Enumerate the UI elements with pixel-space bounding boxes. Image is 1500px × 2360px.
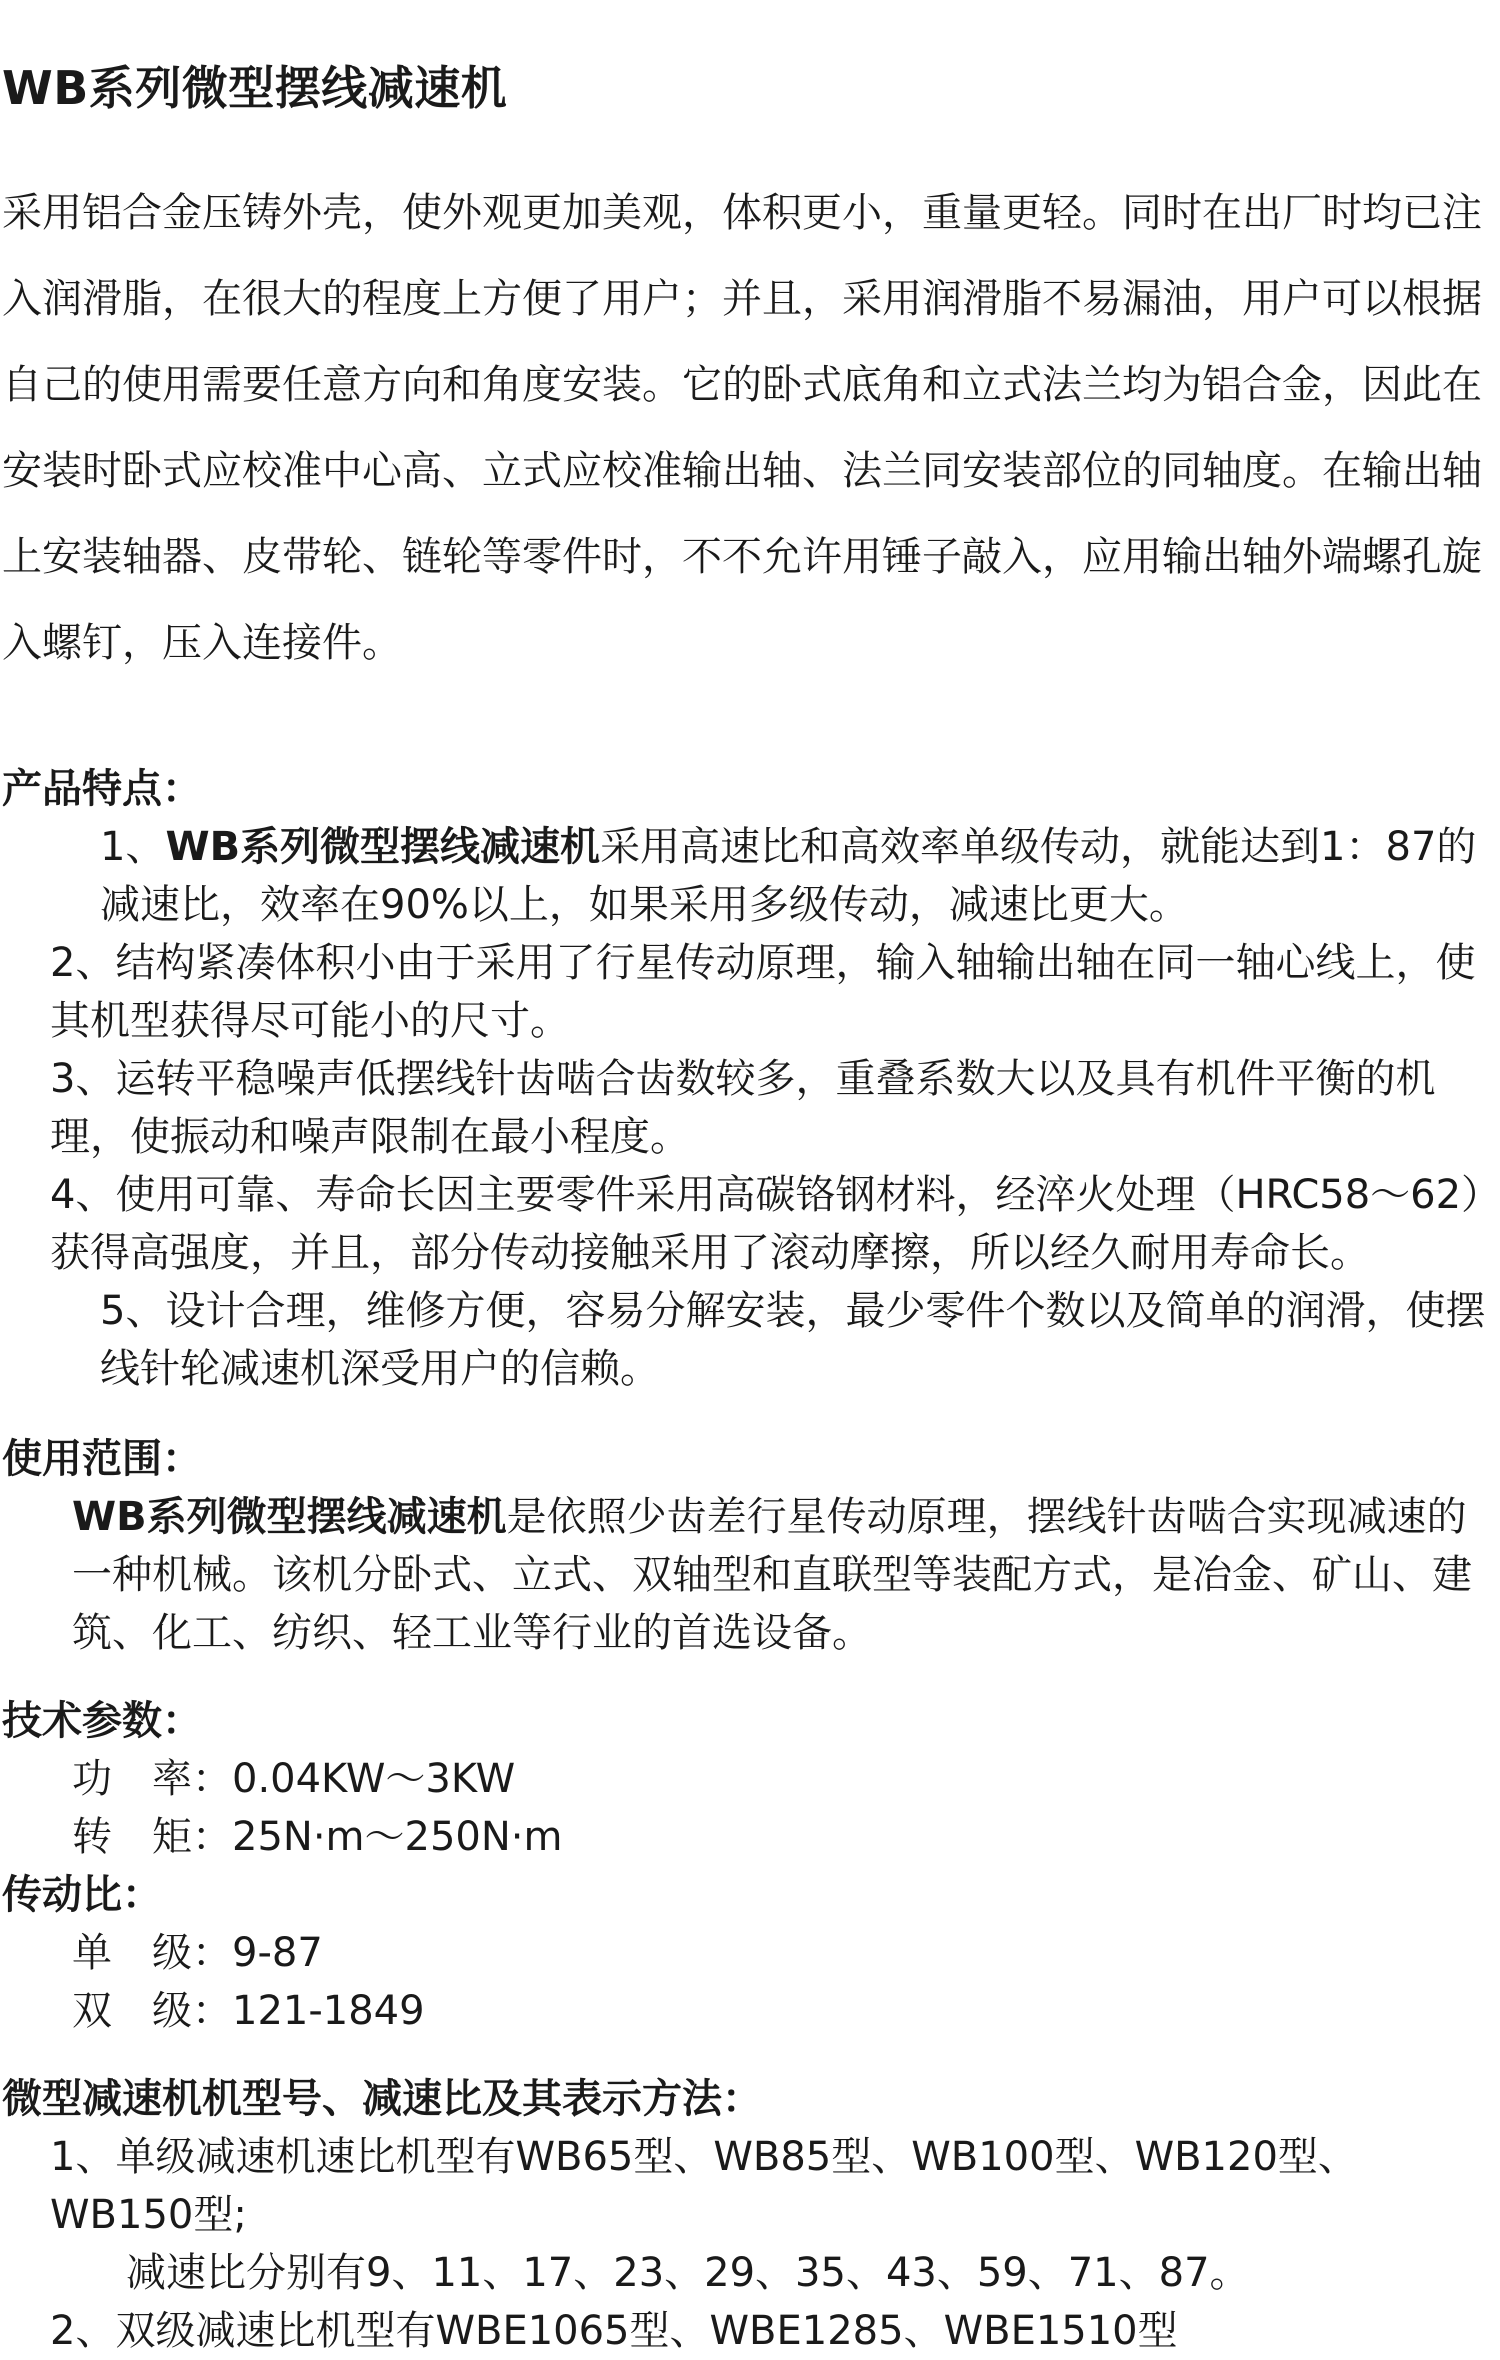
usage-paragraph xyxy=(2,1488,1492,1662)
feature-item-5: 5、设计合理，维修方便，容易分解安装，最少零件个数以及简单的润滑，使摆线针轮减速机深受用户的信赖。 xyxy=(100,1288,1486,1392)
ratio-heading: 传动比： xyxy=(2,1872,162,1918)
feature-item-2: 2、结构紧凑体积小由于采用了行星传动原理，输入轴输出轴在同一轴心线上，使其机型获得尽可能小的尺寸。 xyxy=(50,940,1476,1044)
tech-power: 功 率：0.04KW～3KW xyxy=(72,1756,516,1802)
feature-item-1-text: 采用高速比和高效率单级传动，就能达到1：87的减速比，效率在90%以上，如果采用多级传动，减速比更大。 xyxy=(100,824,1477,928)
feature-item-1 xyxy=(2,818,1492,934)
tech-torque: 转 矩：25N·m～250N·m xyxy=(72,1814,563,1860)
models-heading: 微型减速机机型号、减速比及其表示方法： xyxy=(2,2076,762,2122)
features-heading: 产品特点： xyxy=(2,766,202,812)
feature-item-3: 3、运转平稳噪声低摆线针齿啮合齿数较多，重叠系数大以及具有机件平衡的机理，使振动和噪声限制在最小程度。 xyxy=(50,1056,1436,1160)
ratio-single: 单 级：9-87 xyxy=(72,1930,323,1976)
feature-item-4: 4、使用可靠、寿命长因主要零件采用高碳铬钢材料，经淬火处理（HRC58～62）获得高强度，并且，部分传动接触采用了滚动摩擦，所以经久耐用寿命长。 xyxy=(50,1172,1482,1276)
usage-heading: 使用范围： xyxy=(2,1436,202,1482)
ratio-double: 双 级：121-1849 xyxy=(72,1988,425,2034)
models-item-1: 1、单级减速机速比机型有WB65型、WB85型、WB100型、WB120型、WB150型; xyxy=(50,2134,1358,2238)
usage-section xyxy=(2,1430,1492,1662)
ratio-section xyxy=(2,1866,1492,2040)
tech-heading: 技术参数： xyxy=(2,1698,202,1744)
models-item-2: 2、双级减速比机型有WBE1065型、WBE1285、WBE1510型 xyxy=(50,2308,1178,2354)
product-name-bold: WB系列微型摆线减速机 xyxy=(165,824,601,870)
document-title: WB系列微型摆线减速机 xyxy=(2,61,508,115)
features-section xyxy=(2,760,1492,1398)
usage-product-name-bold: WB系列微型摆线减速机 xyxy=(72,1494,507,1540)
intro-paragraph: 采用铝合金压铸外壳，使外观更加美观，体积更小，重量更轻。同时在出厂时均已注入润滑脂，在很大的程度上方便了用户；并且，采用润滑脂不易漏油，用户可以根据自己的使用需要任意方向和角度安装。它的卧式底角和立式法兰均为铝合金，因此在安装时卧式应校准中心高、立式应校准输出轴、法兰同安装部位的同轴度。在输出轴上安装轴器、皮带轮、链轮等零件时，不不允许用锤子敲入，应用输出轴外端螺孔旋入螺钉，压入连接件。 xyxy=(2,190,1482,666)
usage-text: 是依照少齿差行星传动原理，摆线针齿啮合实现减速的一种机械。该机分卧式、立式、双轴型和直联型等装配方式，是冶金、矿山、建筑、化工、纺织、轻工业等行业的首选设备。 xyxy=(72,1494,1472,1656)
models-item-1-ratios: 减速比分别有9、11、17、23、29、35、43、59、71、87。 xyxy=(126,2250,1250,2296)
models-section xyxy=(2,2070,1492,2360)
feature-item-1-num: 1、 xyxy=(100,824,166,870)
tech-section xyxy=(2,1692,1492,1866)
